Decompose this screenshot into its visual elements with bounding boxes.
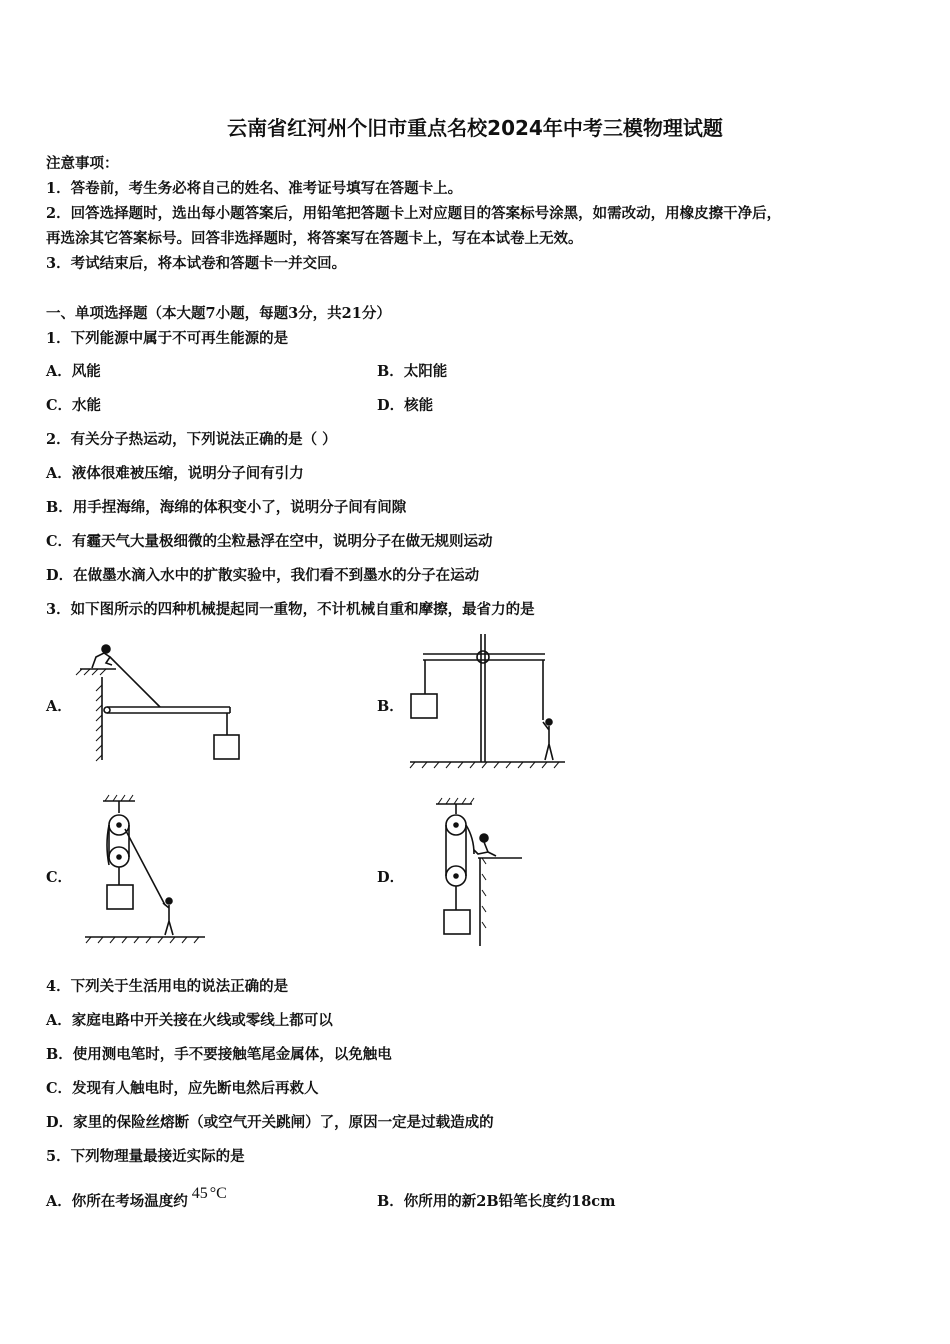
q1-stem: 1．下列能源中属于不可再生能源的是 [46, 330, 289, 347]
q4-option-b[interactable]: B．使用测电笔时，手不要接触笔尾金属体，以免触电 [46, 1046, 392, 1063]
q4-stem: 4．下列关于生活用电的说法正确的是 [46, 978, 289, 995]
notice-item-3: 3．考试结束后，将本试卷和答题卡一并交回。 [46, 255, 347, 272]
q3-option-c[interactable]: C． [46, 869, 73, 886]
q3-option-d[interactable]: D． [377, 869, 405, 886]
q5-option-a-unit: °C [209, 1185, 227, 1202]
q2-stem: 2．有关分子热运动，下列说法正确的是（ ） [46, 431, 337, 448]
q2-option-d[interactable]: D．在做墨水滴入水中的扩散实验中，我们看不到墨水的分子在运动 [46, 567, 480, 584]
q2-option-b[interactable]: B．用手捏海绵，海绵的体积变小了，说明分子间有间隙 [46, 499, 407, 516]
q2-option-c[interactable]: C．有霾天气大量极细微的尘粒悬浮在空中，说明分子在做无规则运动 [46, 533, 493, 550]
q5-stem: 5．下列物理量最接近实际的是 [46, 1148, 245, 1165]
q3-option-b[interactable]: B． [377, 698, 404, 715]
q3-stem: 3．如下图所示的四种机械提起同一重物，不计机械自重和摩擦，最省力的是 [46, 601, 535, 618]
q3-option-a[interactable]: A． [46, 698, 72, 715]
q1-option-d[interactable]: D．核能 [377, 397, 434, 414]
page-title: 云南省红河州个旧市重点名校2024年中考三模物理试题 [227, 116, 723, 140]
q1-option-a[interactable]: A．风能 [46, 363, 101, 380]
q1-option-c[interactable]: C．水能 [46, 397, 102, 414]
q5-option-a-value: 45 [191, 1185, 208, 1202]
q2-option-a[interactable]: A．液体很难被压缩，说明分子间有引力 [46, 465, 304, 482]
q4-option-d[interactable]: D．家里的保险丝熔断（或空气开关跳闸）了，原因一定是过载造成的 [46, 1114, 494, 1131]
figure-a-lever-diagram [80, 635, 260, 765]
q5-option-b[interactable]: B．你所用的新2B铅笔长度约18cm [377, 1193, 616, 1210]
notice-item-1: 1．答卷前，考生务必将自己的姓名、准考证号填写在答题卡上。 [46, 180, 463, 197]
notice-heading: 注意事项： [46, 155, 119, 172]
q4-option-c[interactable]: C．发现有人触电时，应先断电然后再救人 [46, 1080, 319, 1097]
q1-option-b[interactable]: B．太阳能 [377, 363, 448, 380]
q4-option-a[interactable]: A．家庭电路中开关接在火线或零线上都可以 [46, 1012, 333, 1029]
notice-item-2: 2．回答选择题时，选出每小题答案后，用铅笔把答题卡上对应题目的答案标号涂黑，如需改动，用橡皮擦干净后， [46, 205, 782, 222]
section-heading: 一、单项选择题（本大题7小题，每题3分，共21分） [46, 305, 391, 322]
q5-option-a-text: A．你所在考场温度约 [46, 1193, 188, 1210]
q5-option-a[interactable] [46, 1185, 227, 1211]
figure-c-pulley-diagram [85, 795, 215, 945]
notice-item-2-cont: 再选涂其它答案标号。回答非选择题时，将答案写在答题卡上，写在本试卷上无效。 [46, 230, 583, 247]
figure-b-crane-diagram [405, 632, 575, 772]
figure-d-pulley-diagram [430, 798, 530, 948]
